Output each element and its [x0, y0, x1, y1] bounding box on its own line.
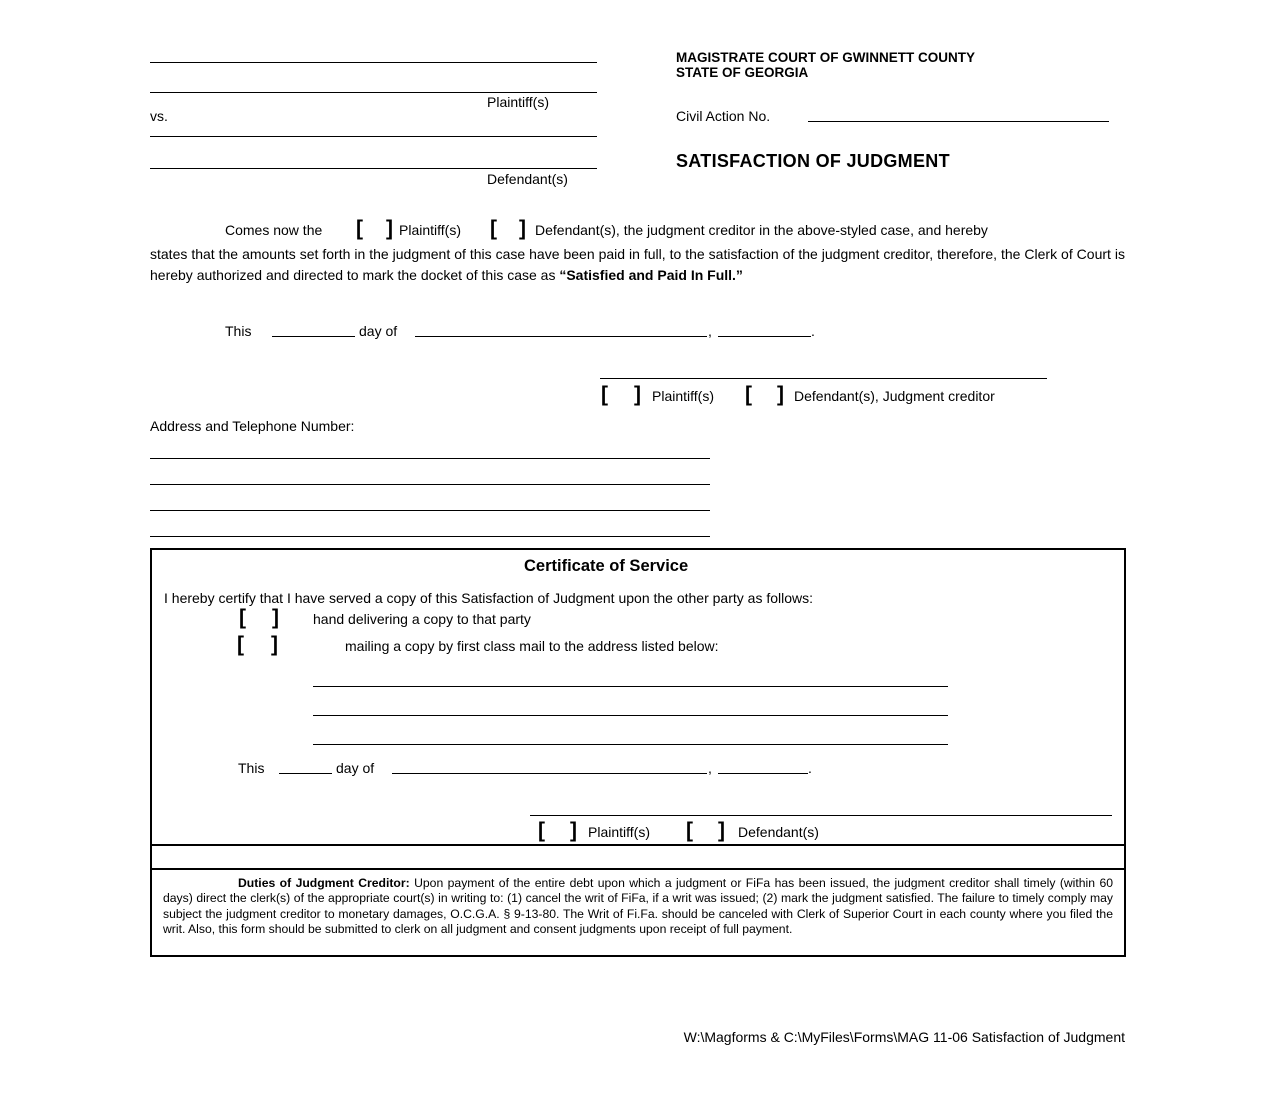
- vs-label: vs.: [150, 108, 168, 124]
- sig-plaintiff-checkbox-open[interactable]: [: [601, 383, 608, 406]
- sig-plaintiff-label: Plaintiff(s): [652, 388, 714, 404]
- hand-delivery-label: hand delivering a copy to that party: [313, 611, 531, 627]
- defendant-caption-label: Defendant(s): [487, 171, 568, 187]
- certificate-divider-2: [150, 868, 1126, 870]
- cert-plaintiff-checkbox-close[interactable]: ]: [570, 819, 577, 842]
- mail-address-line-2[interactable]: [313, 715, 948, 716]
- duties-paragraph: [163, 876, 1113, 937]
- date-year-field[interactable]: [718, 336, 811, 337]
- sig-defendant-label: Defendant(s), Judgment creditor: [794, 388, 995, 404]
- cert-defendant-checkbox-close[interactable]: ]: [718, 819, 725, 842]
- date-this-label: This: [225, 323, 252, 339]
- plaintiff-checkbox-open[interactable]: [: [356, 217, 363, 240]
- sig-plaintiff-checkbox-close[interactable]: ]: [634, 383, 641, 406]
- sig-defendant-checkbox-close[interactable]: ]: [777, 383, 784, 406]
- cert-plaintiff-label: Plaintiff(s): [588, 824, 650, 840]
- comes-now-text: Comes now the: [225, 222, 323, 238]
- plaintiff-line-1[interactable]: [150, 62, 597, 63]
- defendant-checkbox-close[interactable]: ]: [519, 217, 526, 240]
- defendant-option-label: Defendant(s), the judgment creditor in the above-styled case, and hereby: [535, 222, 988, 238]
- defendant-line-2[interactable]: [150, 168, 597, 169]
- plaintiff-caption-label: Plaintiff(s): [487, 94, 549, 110]
- duties-heading: Duties of Judgment Creditor:: [238, 876, 410, 890]
- statement-paragraph: [150, 244, 1125, 286]
- mail-checkbox-open[interactable]: [: [237, 633, 244, 656]
- address-line-2[interactable]: [150, 484, 710, 485]
- mail-label: mailing a copy by first class mail to the address listed below:: [345, 638, 719, 654]
- address-line-1[interactable]: [150, 458, 710, 459]
- address-line-3[interactable]: [150, 510, 710, 511]
- cert-date-month-field[interactable]: [392, 773, 707, 774]
- cert-date-day-of-label: day of: [336, 760, 375, 776]
- plaintiff-line-2[interactable]: [150, 92, 597, 93]
- court-name: MAGISTRATE COURT OF GWINNETT COUNTY: [676, 50, 975, 65]
- civil-action-field[interactable]: [808, 121, 1109, 122]
- mail-address-line-1[interactable]: [313, 686, 948, 687]
- creditor-signature-line[interactable]: [600, 378, 1047, 379]
- sig-defendant-checkbox-open[interactable]: [: [745, 383, 752, 406]
- certificate-divider-1: [150, 844, 1126, 846]
- mail-checkbox-close[interactable]: ]: [271, 633, 278, 656]
- cert-date-period: .: [808, 760, 812, 776]
- date-day-of-label: day of: [359, 323, 398, 339]
- court-state: STATE OF GEORGIA: [676, 65, 809, 80]
- cert-defendant-checkbox-open[interactable]: [: [686, 819, 693, 842]
- duties-text: Upon payment of the entire debt upon which a judgment or FiFa has been issued, the judgment creditor shall timely (within 60 days) direct the clerk(s) of the appropriate court(s) in writing to: (1) cancel the writ of FiFa, if a writ was issued; (2) mark the judgment satisfied. The failure to timely comply may subject the judgment creditor to monetary damages, O.C.G.A. § 9-13-80. The Writ of Fi.Fa. should be canceled with Clerk of Superior Court in each county where you filed the writ. Also, this form should be submitted to clerk on all judgment and consent judgments upon receipt of full payment.: [163, 876, 1113, 936]
- civil-action-label: Civil Action No.: [676, 108, 771, 124]
- date-month-field[interactable]: [415, 336, 707, 337]
- certificate-title: Certificate of Service: [524, 557, 689, 575]
- mail-address-line-3[interactable]: [313, 744, 948, 745]
- defendant-line-1[interactable]: [150, 136, 597, 137]
- plaintiff-checkbox-close[interactable]: ]: [386, 217, 393, 240]
- address-line-4[interactable]: [150, 536, 710, 537]
- certificate-intro: I hereby certify that I have served a copy of this Satisfaction of Judgment upon the other party as follows:: [164, 590, 814, 606]
- defendant-checkbox-open[interactable]: [: [490, 217, 497, 240]
- date-period: .: [811, 323, 815, 339]
- plaintiff-option-label: Plaintiff(s): [399, 222, 461, 238]
- satisfied-paid-phrase: “Satisfied and Paid In Full.”: [559, 267, 743, 283]
- date-day-field[interactable]: [272, 336, 355, 337]
- cert-date-day-field[interactable]: [279, 773, 332, 774]
- cert-signature-line[interactable]: [530, 815, 1112, 816]
- cert-plaintiff-checkbox-open[interactable]: [: [538, 819, 545, 842]
- form-title: SATISFACTION OF JUDGMENT: [676, 151, 950, 171]
- hand-delivery-checkbox-close[interactable]: ]: [272, 606, 279, 629]
- footer-file-path: W:\Magforms & C:\MyFiles\Forms\MAG 11-06 Satisfaction of Judgment: [683, 1029, 1125, 1045]
- hand-delivery-checkbox-open[interactable]: [: [239, 606, 246, 629]
- date-comma: ,: [708, 323, 712, 339]
- statement-text: states that the amounts set forth in the judgment of this case have been paid in full, to the satisfaction of the judgment creditor, therefore, the Clerk of Court is hereby authorized and directed to mark the docket of this case as: [150, 246, 1125, 283]
- cert-date-this-label: This: [238, 760, 265, 776]
- cert-defendant-label: Defendant(s): [738, 824, 819, 840]
- cert-date-comma: ,: [708, 760, 712, 776]
- cert-date-year-field[interactable]: [718, 773, 808, 774]
- address-label: Address and Telephone Number:: [150, 418, 355, 434]
